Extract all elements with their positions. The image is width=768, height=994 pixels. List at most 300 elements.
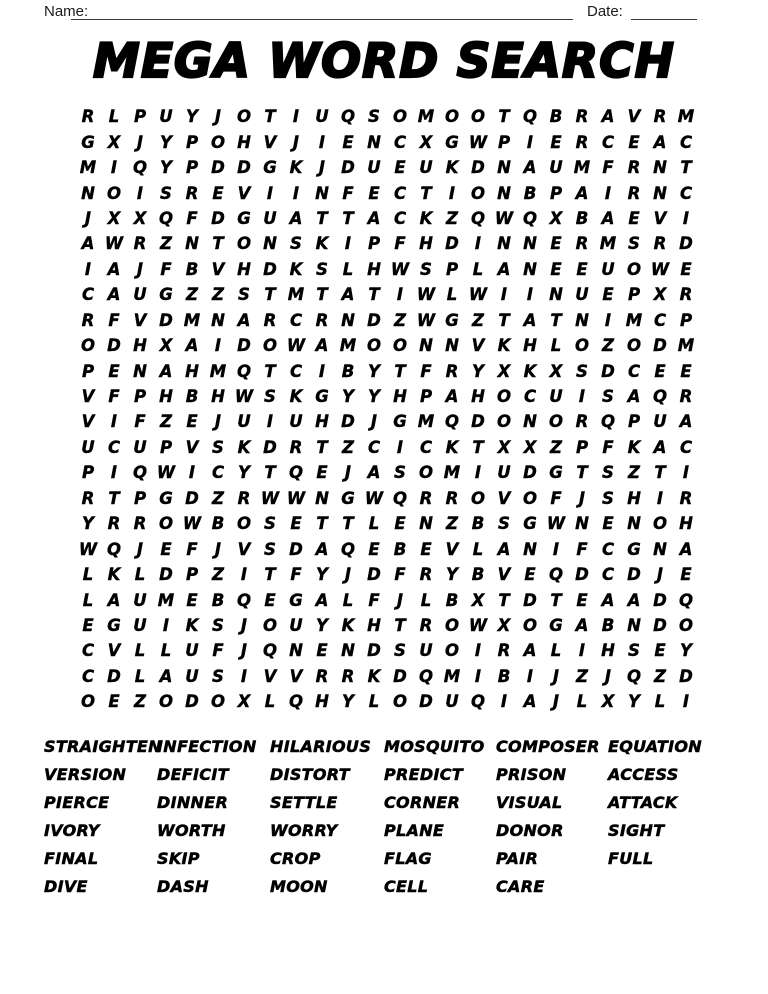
grid-letter: C — [601, 132, 615, 152]
word-list-item: DISTORT — [270, 765, 350, 784]
grid-letter: R — [679, 488, 693, 508]
grid-letter: Z — [550, 437, 562, 457]
grid-letter: U — [575, 285, 589, 305]
grid-letter: X — [419, 132, 433, 152]
grid-letter: F — [160, 259, 172, 279]
grid-letter: L — [342, 259, 354, 279]
grid-letter: C — [393, 208, 407, 228]
grid-letter: Y — [316, 615, 328, 635]
grid-letter: J — [578, 488, 586, 508]
grid-letter: V — [445, 539, 459, 559]
grid-letter: T — [264, 565, 276, 585]
grid-letter: F — [186, 539, 198, 559]
grid-letter: I — [136, 183, 144, 203]
name-underline — [71, 19, 573, 20]
grid-letter: C — [289, 361, 303, 381]
grid-letter: T — [498, 590, 510, 610]
grid-letter: A — [497, 259, 511, 279]
grid-letter: Q — [548, 565, 564, 585]
grid-letter: Y — [368, 387, 380, 407]
grid-letter: H — [419, 234, 433, 254]
word-list-item: PAIR — [496, 849, 539, 868]
grid-letter: I — [526, 666, 534, 686]
grid-letter: F — [290, 565, 302, 585]
grid-letter: J — [396, 590, 404, 610]
grid-letter: X — [237, 692, 251, 712]
grid-letter: A — [367, 208, 381, 228]
grid-letter: G — [627, 539, 641, 559]
grid-letter: D — [159, 565, 173, 585]
grid-letter: X — [107, 208, 121, 228]
grid-letter: N — [211, 310, 225, 330]
grid-letter: B — [185, 259, 199, 279]
grid-letter: A — [523, 158, 537, 178]
grid-letter: G — [263, 158, 277, 178]
grid-letter: I — [162, 615, 170, 635]
grid-letter: O — [470, 488, 486, 508]
grid-letter: R — [627, 158, 641, 178]
grid-letter: K — [523, 361, 537, 381]
grid-letter: J — [552, 666, 560, 686]
grid-letter: Y — [82, 514, 94, 534]
grid-letter: G — [159, 488, 173, 508]
grid-letter: O — [470, 183, 486, 203]
grid-letter: I — [656, 488, 664, 508]
grid-letter: P — [81, 463, 95, 483]
grid-letter: X — [497, 437, 511, 457]
grid-letter: M — [79, 158, 97, 178]
word-list-item: CROP — [270, 849, 321, 868]
grid-letter: N — [575, 514, 589, 534]
grid-letter: D — [627, 565, 641, 585]
grid-letter: J — [84, 208, 92, 228]
grid-letter: W — [364, 488, 384, 508]
grid-letter: O — [626, 259, 642, 279]
grid-letter: R — [185, 183, 199, 203]
grid-letter: A — [315, 590, 329, 610]
grid-letter: Q — [340, 107, 356, 127]
grid-letter: Y — [238, 463, 250, 483]
grid-letter: A — [627, 387, 641, 407]
grid-letter: T — [316, 437, 328, 457]
word-list-item: IVORY — [44, 821, 100, 840]
grid-letter: Z — [160, 234, 172, 254]
grid-letter: I — [396, 285, 404, 305]
grid-letter: K — [289, 387, 303, 407]
word-list-item: DIVE — [44, 877, 88, 896]
grid-letter: O — [652, 514, 668, 534]
grid-letter: Z — [602, 336, 614, 356]
grid-letter: K — [315, 234, 329, 254]
grid-letter: L — [654, 692, 666, 712]
grid-letter: I — [500, 692, 508, 712]
grid-letter: W — [104, 234, 124, 254]
grid-letter: N — [497, 234, 511, 254]
grid-letter: L — [134, 641, 146, 661]
grid-letter: G — [549, 463, 563, 483]
grid-letter: L — [446, 285, 458, 305]
grid-letter: A — [237, 310, 251, 330]
grid-letter: E — [420, 539, 432, 559]
grid-letter: N — [627, 615, 641, 635]
grid-letter: V — [133, 310, 147, 330]
grid-letter: X — [653, 285, 667, 305]
grid-letter: T — [550, 590, 562, 610]
grid-letter: L — [134, 666, 146, 686]
grid-letter: I — [552, 539, 560, 559]
grid-letter: N — [289, 641, 303, 661]
grid-letter: N — [627, 514, 641, 534]
grid-letter: U — [81, 437, 95, 457]
grid-letter: V — [497, 565, 511, 585]
grid-letter: K — [445, 437, 459, 457]
grid-letter: B — [341, 361, 355, 381]
word-list-item: FLAG — [384, 849, 432, 868]
grid-letter: A — [627, 590, 641, 610]
grid-letter: A — [315, 539, 329, 559]
grid-letter: J — [604, 666, 612, 686]
grid-letter: P — [133, 488, 147, 508]
grid-letter: U — [263, 208, 277, 228]
grid-letter: R — [679, 285, 693, 305]
grid-letter: D — [367, 641, 381, 661]
grid-letter: G — [341, 488, 355, 508]
grid-letter: D — [263, 437, 277, 457]
grid-letter: G — [289, 590, 303, 610]
date-label: Date: — [587, 3, 623, 20]
grid-letter: Z — [212, 565, 224, 585]
grid-letter: U — [549, 158, 563, 178]
grid-letter: D — [211, 158, 225, 178]
grid-letter: B — [471, 565, 485, 585]
word-list-item: DONOR — [496, 821, 564, 840]
grid-letter: W — [234, 387, 254, 407]
grid-letter: H — [315, 692, 329, 712]
grid-letter: C — [523, 387, 537, 407]
grid-letter: P — [81, 361, 95, 381]
grid-letter: Z — [472, 310, 484, 330]
grid-letter: I — [474, 666, 482, 686]
grid-letter: N — [497, 183, 511, 203]
grid-letter: V — [107, 641, 121, 661]
grid-letter: D — [445, 234, 459, 254]
grid-letter: A — [523, 310, 537, 330]
grid-letter: J — [656, 565, 664, 585]
grid-letter: V — [81, 412, 95, 432]
grid-letter: O — [236, 514, 252, 534]
grid-letter: E — [394, 514, 406, 534]
grid-letter: A — [653, 437, 667, 457]
grid-letter: O — [496, 412, 512, 432]
grid-letter: O — [522, 488, 538, 508]
grid-letter: S — [628, 641, 640, 661]
grid-letter: E — [108, 692, 120, 712]
grid-letter: G — [237, 208, 251, 228]
grid-letter: I — [188, 463, 196, 483]
word-list-item: DEFICIT — [157, 765, 229, 784]
grid-letter: T — [576, 463, 588, 483]
grid-letter: A — [575, 183, 589, 203]
grid-letter: T — [680, 158, 692, 178]
grid-letter: O — [236, 234, 252, 254]
grid-letter: Q — [288, 692, 304, 712]
grid-letter: E — [654, 361, 666, 381]
grid-letter: R — [419, 615, 433, 635]
grid-letter: J — [344, 463, 352, 483]
grid-letter: T — [316, 285, 328, 305]
word-list-item: FINAL — [44, 849, 99, 868]
grid-letter: N — [523, 234, 537, 254]
grid-letter: E — [160, 539, 172, 559]
grid-letter: J — [214, 412, 222, 432]
grid-letter: K — [445, 158, 459, 178]
grid-letter: D — [159, 310, 173, 330]
grid-letter: A — [679, 412, 693, 432]
grid-letter: H — [133, 336, 147, 356]
word-list-item: CARE — [496, 877, 545, 896]
grid-letter: N — [523, 259, 537, 279]
grid-letter: H — [367, 259, 381, 279]
grid-letter: S — [628, 234, 640, 254]
grid-letter: U — [601, 259, 615, 279]
grid-letter: N — [315, 488, 329, 508]
grid-letter: V — [471, 336, 485, 356]
grid-letter: G — [445, 132, 459, 152]
grid-letter: I — [266, 412, 274, 432]
grid-letter: D — [263, 259, 277, 279]
grid-letter: Q — [600, 412, 616, 432]
grid-letter: O — [444, 641, 460, 661]
grid-letter: W — [156, 463, 176, 483]
grid-letter: F — [394, 565, 406, 585]
grid-letter: A — [367, 463, 381, 483]
grid-letter: O — [262, 615, 278, 635]
grid-letter: B — [471, 514, 485, 534]
grid-letter: C — [601, 539, 615, 559]
grid-letter: P — [185, 565, 199, 585]
word-list-item: ACCESS — [608, 765, 679, 784]
word-list-item: PREDICT — [384, 765, 463, 784]
grid-letter: V — [289, 666, 303, 686]
grid-letter: N — [341, 310, 355, 330]
grid-letter: U — [159, 107, 173, 127]
grid-letter: M — [625, 310, 643, 330]
grid-letter: L — [550, 336, 562, 356]
grid-letter: E — [108, 361, 120, 381]
grid-letter: F — [134, 412, 146, 432]
grid-letter: S — [602, 488, 614, 508]
grid-letter: M — [417, 107, 435, 127]
word-list-column — [270, 733, 384, 901]
grid-letter: G — [393, 412, 407, 432]
grid-letter: P — [679, 310, 693, 330]
grid-letter: C — [679, 437, 693, 457]
grid-letter: N — [497, 158, 511, 178]
grid-letter: F — [108, 387, 120, 407]
grid-letter: E — [628, 208, 640, 228]
grid-letter: M — [443, 666, 461, 686]
grid-letter: Q — [522, 107, 538, 127]
word-search-grid — [75, 104, 699, 715]
grid-letter: A — [601, 590, 615, 610]
grid-letter: L — [160, 641, 172, 661]
grid-letter: D — [237, 158, 251, 178]
grid-letter: E — [82, 615, 94, 635]
grid-letter: D — [679, 666, 693, 686]
grid-letter: I — [344, 234, 352, 254]
grid-letter: D — [341, 158, 355, 178]
grid-letter: C — [653, 310, 667, 330]
grid-letter: C — [289, 310, 303, 330]
word-list-item: SIGHT — [608, 821, 665, 840]
grid-letter: E — [550, 234, 562, 254]
word-list-item: SETTLE — [270, 793, 338, 812]
word-list-column — [384, 733, 496, 901]
word-list-column — [496, 733, 608, 901]
grid-letter: Q — [158, 208, 174, 228]
grid-letter: E — [576, 259, 588, 279]
grid-letter: R — [81, 488, 95, 508]
grid-letter: Q — [678, 590, 694, 610]
grid-letter: Y — [628, 692, 640, 712]
grid-letter: A — [523, 641, 537, 661]
grid-letter: G — [315, 387, 329, 407]
grid-letter: N — [419, 336, 433, 356]
grid-letter: R — [315, 666, 329, 686]
grid-letter: Q — [392, 488, 408, 508]
grid-letter: P — [445, 259, 459, 279]
grid-letter: A — [445, 387, 459, 407]
grid-letter: K — [367, 666, 381, 686]
grid-letter: M — [417, 412, 435, 432]
grid-letter: D — [211, 208, 225, 228]
grid-letter: R — [107, 514, 121, 534]
grid-letter: Z — [342, 437, 354, 457]
grid-letter: L — [264, 692, 276, 712]
grid-letter: P — [133, 107, 147, 127]
grid-letter: Z — [186, 285, 198, 305]
grid-letter: I — [110, 463, 118, 483]
grid-letter: O — [210, 132, 226, 152]
grid-letter: D — [185, 488, 199, 508]
grid-letter: I — [396, 437, 404, 457]
grid-letter: O — [574, 336, 590, 356]
grid-letter: C — [393, 132, 407, 152]
word-list-item: MOSQUITO — [384, 737, 485, 756]
grid-letter: J — [318, 158, 326, 178]
grid-letter: H — [601, 641, 615, 661]
grid-letter: C — [211, 463, 225, 483]
grid-letter: I — [526, 132, 534, 152]
grid-letter: T — [108, 488, 120, 508]
grid-letter: Y — [160, 158, 172, 178]
grid-letter: C — [107, 437, 121, 457]
grid-letter: Q — [262, 641, 278, 661]
grid-letter: O — [392, 107, 408, 127]
word-list-item: DINNER — [157, 793, 229, 812]
grid-letter: O — [626, 336, 642, 356]
grid-letter: H — [237, 259, 251, 279]
grid-letter: N — [315, 183, 329, 203]
grid-letter: S — [394, 641, 406, 661]
grid-letter: O — [80, 692, 96, 712]
word-list-item: WORTH — [157, 821, 226, 840]
grid-letter: E — [576, 590, 588, 610]
grid-letter: S — [420, 259, 432, 279]
grid-letter: G — [81, 132, 95, 152]
grid-letter: D — [237, 336, 251, 356]
grid-letter: A — [653, 132, 667, 152]
word-list-item: VERSION — [44, 765, 127, 784]
grid-letter: N — [653, 539, 667, 559]
grid-letter: I — [292, 183, 300, 203]
grid-letter: L — [368, 692, 380, 712]
grid-letter: P — [133, 387, 147, 407]
grid-letter: R — [497, 641, 511, 661]
grid-letter: F — [394, 234, 406, 254]
grid-letter: X — [497, 361, 511, 381]
grid-letter: E — [342, 132, 354, 152]
grid-letter: D — [653, 615, 667, 635]
grid-letter: H — [315, 412, 329, 432]
grid-letter: K — [341, 615, 355, 635]
grid-letter: U — [133, 590, 147, 610]
grid-letter: A — [107, 285, 121, 305]
grid-letter: U — [133, 615, 147, 635]
grid-letter: C — [679, 183, 693, 203]
grid-letter: W — [416, 310, 436, 330]
grid-letter: W — [650, 259, 670, 279]
grid-letter: Q — [652, 387, 668, 407]
grid-letter: D — [107, 336, 121, 356]
grid-letter: S — [264, 514, 276, 534]
grid-letter: A — [341, 285, 355, 305]
grid-letter: F — [368, 590, 380, 610]
grid-letter: Q — [132, 158, 148, 178]
grid-letter: O — [678, 615, 694, 635]
grid-letter: Z — [134, 692, 146, 712]
grid-letter: S — [212, 615, 224, 635]
grid-letter: C — [419, 437, 433, 457]
grid-letter: X — [523, 437, 537, 457]
grid-letter: T — [420, 183, 432, 203]
grid-letter: E — [628, 132, 640, 152]
grid-letter: T — [316, 514, 328, 534]
grid-letter: W — [286, 336, 306, 356]
grid-letter: K — [289, 158, 303, 178]
grid-letter: A — [107, 259, 121, 279]
grid-letter: C — [81, 641, 95, 661]
grid-letter: U — [549, 387, 563, 407]
date-underline — [631, 19, 697, 20]
grid-letter: T — [550, 310, 562, 330]
grid-letter: E — [654, 641, 666, 661]
grid-letter: O — [262, 336, 278, 356]
grid-letter: I — [578, 387, 586, 407]
grid-letter: X — [471, 590, 485, 610]
grid-letter: T — [264, 107, 276, 127]
grid-letter: J — [344, 565, 352, 585]
grid-letter: E — [290, 514, 302, 534]
grid-letter: W — [494, 208, 514, 228]
grid-letter: R — [315, 310, 329, 330]
grid-letter: H — [393, 387, 407, 407]
grid-letter: F — [602, 437, 614, 457]
grid-letter: B — [601, 615, 615, 635]
grid-letter: O — [158, 514, 174, 534]
grid-letter: I — [240, 565, 248, 585]
grid-letter: N — [575, 310, 589, 330]
